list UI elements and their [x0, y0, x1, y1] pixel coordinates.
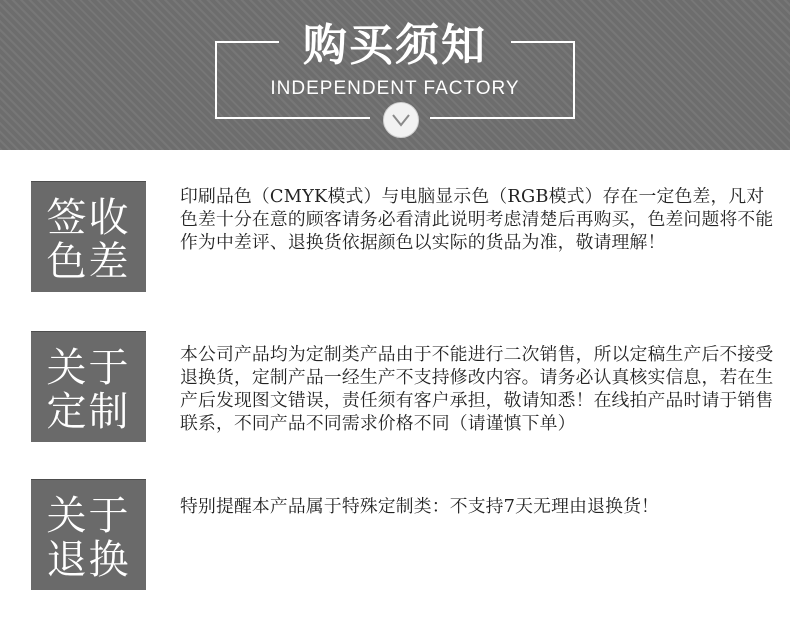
page-subtitle: INDEPENDENT FACTORY	[270, 78, 520, 99]
frame-line-bottom-right	[430, 117, 575, 119]
badge-custom-label: 关于 定制	[46, 345, 131, 435]
custom-description: 本公司产品均为定制类产品由于不能进行二次销售，所以定稿生产后不接受退换货，定制产品一经生产不支持修改内容。请务必认真核实信息，若在生产后发现图文错误，责任须有客户承担，敬请知悉！在线拍产品时请于销售联系，不同产品不同需求价格不同（请谨慎下单）	[180, 344, 774, 434]
badge-return	[31, 479, 146, 590]
page-title: 购买须知	[303, 20, 487, 71]
frame-line-left	[215, 41, 217, 119]
frame-line-top-left	[215, 41, 279, 43]
badge-sign-color-label: 签收 色差	[46, 195, 131, 285]
frame-line-bottom-left	[215, 117, 370, 119]
chevron-down-button	[383, 102, 419, 138]
frame-line-top-right	[511, 41, 575, 43]
chevron-down-icon	[391, 112, 411, 128]
badge-sign-color	[31, 181, 146, 292]
frame-line-right	[573, 41, 575, 119]
header-banner	[0, 0, 790, 150]
badge-return-label: 关于 退换	[46, 493, 131, 583]
badge-custom	[31, 331, 146, 442]
sign-color-description: 印刷品色（CMYK模式）与电脑显示色（RGB模式）存在一定色差，凡对色差十分在意的顾客请务必看清此说明考虑清楚后再购买，色差问题将不能作为中差评、退换货依据颜色以实际的货品为准，敬请理解！	[180, 186, 774, 253]
return-description: 特别提醒本产品属于特殊定制类：不支持7天无理由退换货！	[180, 496, 660, 517]
